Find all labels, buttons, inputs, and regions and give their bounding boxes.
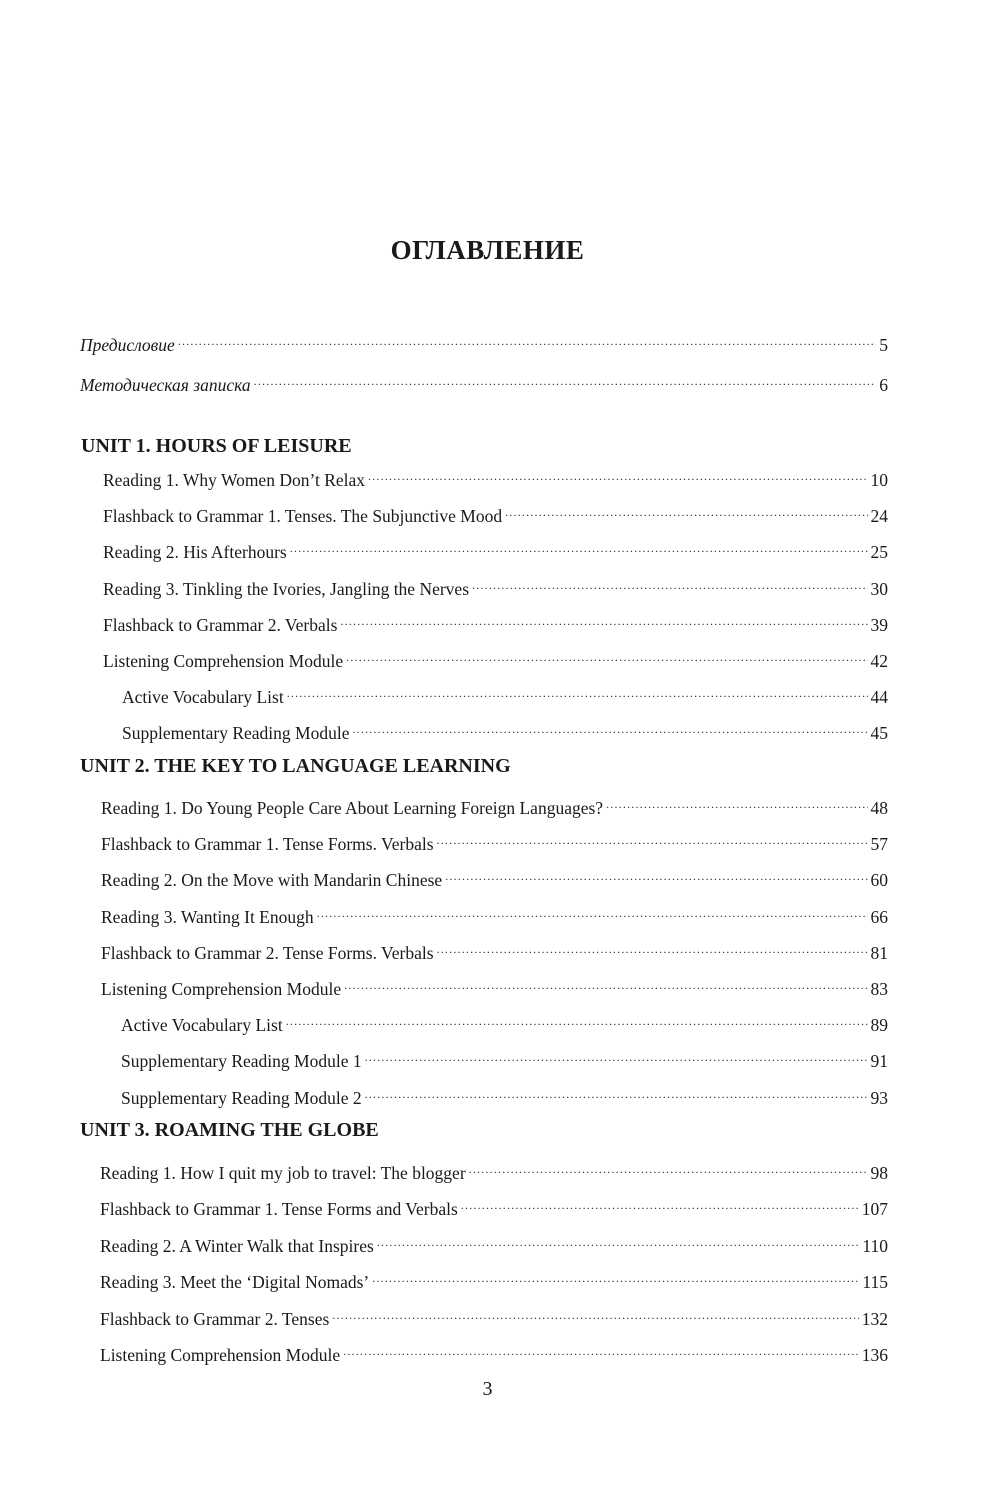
toc-entry-label: Методическая записка xyxy=(80,375,251,395)
dot-leader xyxy=(346,645,867,667)
toc-entry-label: Reading 2. A Winter Walk that Inspires xyxy=(100,1236,374,1256)
toc-entry-label: Reading 1. Do Young People Care About Learning Foreign Languages? xyxy=(101,798,604,818)
toc-entry[interactable] xyxy=(122,717,888,743)
dot-leader xyxy=(445,864,867,886)
toc-entry-page: 91 xyxy=(870,1051,888,1071)
toc-entry[interactable] xyxy=(101,864,888,890)
toc-entry[interactable] xyxy=(100,1303,888,1329)
toc-entry[interactable] xyxy=(122,681,888,707)
dot-leader xyxy=(332,1303,858,1325)
toc-entry-page: 93 xyxy=(870,1088,888,1108)
toc-entry-label: Flashback to Grammar 1. Tenses. The Subjunctive Mood xyxy=(103,506,503,526)
dot-leader xyxy=(372,1266,859,1288)
toc-entry-page: 45 xyxy=(870,723,888,743)
dot-leader xyxy=(377,1230,860,1252)
toc-entry-label: Flashback to Grammar 2. Verbals xyxy=(103,615,338,635)
toc-entry-page: 89 xyxy=(870,1015,888,1035)
toc-entry-page: 6 xyxy=(879,375,888,395)
toc-entry[interactable] xyxy=(103,536,888,562)
toc-entry-label: Listening Comprehension Module xyxy=(103,651,344,671)
dot-leader xyxy=(606,792,867,814)
toc-entry-page: 132 xyxy=(861,1309,888,1329)
toc-entry-label: Flashback to Grammar 1. Tense Forms. Verbals xyxy=(101,834,434,854)
dot-leader xyxy=(437,828,868,850)
dot-leader xyxy=(365,1045,868,1067)
toc-entry[interactable] xyxy=(103,500,888,526)
toc-entry-label: Reading 2. His Afterhours xyxy=(103,542,287,562)
toc-entry-page: 107 xyxy=(861,1199,888,1219)
dot-leader xyxy=(317,901,868,923)
toc-entry-methodical-note[interactable] xyxy=(80,369,888,395)
toc-entry-label: Reading 3. Wanting It Enough xyxy=(101,907,314,927)
toc-entry-page: 5 xyxy=(879,335,888,355)
toc-entry-page: 10 xyxy=(870,470,888,490)
toc-entry[interactable] xyxy=(100,1266,888,1292)
toc-entry-label: Reading 3. Tinkling the Ivories, Jangling the Nerves xyxy=(103,579,470,599)
toc-entry-page: 44 xyxy=(870,687,888,707)
dot-leader xyxy=(343,1339,859,1361)
dot-leader xyxy=(365,1082,868,1104)
dot-leader xyxy=(352,717,867,739)
toc-entry-label: Reading 2. On the Move with Mandarin Chinese xyxy=(101,870,443,890)
dot-leader xyxy=(505,500,867,522)
toc-entry-page: 24 xyxy=(870,506,888,526)
toc-entry-label: Reading 1. How I quit my job to travel: The blogger xyxy=(100,1163,466,1183)
toc-entry-page: 39 xyxy=(870,615,888,635)
dot-leader xyxy=(469,1157,868,1179)
toc-entry-label: Active Vocabulary List xyxy=(122,687,284,707)
toc-entry-label: Supplementary Reading Module 1 xyxy=(121,1051,362,1071)
unit-heading[interactable]: UNIT 2. THE KEY TO LANGUAGE LEARNING xyxy=(80,755,511,777)
toc-entry-page: 48 xyxy=(870,798,888,818)
unit-heading[interactable]: UNIT 3. ROAMING THE GLOBE xyxy=(80,1119,379,1141)
dot-leader xyxy=(286,1009,868,1031)
toc-entry[interactable] xyxy=(101,937,888,963)
dot-leader xyxy=(290,536,868,558)
toc-entry[interactable] xyxy=(100,1193,888,1219)
unit-heading[interactable]: UNIT 1. HOURS OF LEISURE xyxy=(81,435,352,457)
toc-entry-label: Listening Comprehension Module xyxy=(101,979,342,999)
toc-entry-label: Active Vocabulary List xyxy=(121,1015,283,1035)
toc-entry[interactable] xyxy=(103,573,888,599)
dot-leader xyxy=(461,1193,859,1215)
dot-leader xyxy=(472,573,867,595)
toc-entry-page: 30 xyxy=(870,579,888,599)
toc-entry-page: 81 xyxy=(870,943,888,963)
toc-entry[interactable] xyxy=(101,792,888,818)
toc-entry-page: 42 xyxy=(870,651,888,671)
toc-entry[interactable] xyxy=(101,901,888,927)
dot-leader xyxy=(178,329,876,351)
toc-entry-page: 110 xyxy=(862,1236,888,1256)
toc-entry-page: 25 xyxy=(870,542,888,562)
toc-entry-label: Supplementary Reading Module 2 xyxy=(121,1088,362,1108)
toc-entry-label: Предисловие xyxy=(80,335,175,355)
toc-entry-page: 57 xyxy=(870,834,888,854)
toc-entry-page: 98 xyxy=(870,1163,888,1183)
toc-entry[interactable] xyxy=(103,645,888,671)
toc-entry-label: Reading 1. Why Women Don’t Relax xyxy=(103,470,366,490)
dot-leader xyxy=(344,973,867,995)
toc-entry-label: Reading 3. Meet the ‘Digital Nomads’ xyxy=(100,1272,370,1292)
toc-entry[interactable] xyxy=(121,1082,888,1108)
dot-leader xyxy=(437,937,868,959)
toc-entry[interactable] xyxy=(100,1230,888,1256)
toc-entry[interactable] xyxy=(103,609,888,635)
toc-entry[interactable] xyxy=(121,1045,888,1071)
page-title: ОГЛАВЛЕНИЕ xyxy=(390,235,585,265)
toc-entry[interactable] xyxy=(101,973,888,999)
dot-leader xyxy=(368,464,867,486)
toc-entry[interactable] xyxy=(101,828,888,854)
toc-entry[interactable] xyxy=(100,1157,888,1183)
toc-entry[interactable] xyxy=(121,1009,888,1035)
toc-entry-page: 136 xyxy=(861,1345,888,1365)
toc-entry-preface[interactable] xyxy=(80,329,888,355)
dot-leader xyxy=(254,369,877,391)
toc-entry-page: 66 xyxy=(870,907,888,927)
page-number: 3 xyxy=(482,1378,493,1400)
toc-entry-page: 115 xyxy=(862,1272,888,1292)
toc-entry-page: 83 xyxy=(870,979,888,999)
toc-entry-label: Supplementary Reading Module xyxy=(122,723,350,743)
dot-leader xyxy=(287,681,868,703)
toc-entry-label: Flashback to Grammar 1. Tense Forms and Verbals xyxy=(100,1199,458,1219)
toc-entry-label: Flashback to Grammar 2. Tense Forms. Verbals xyxy=(101,943,434,963)
toc-entry-page: 60 xyxy=(870,870,888,890)
toc-entry-label: Flashback to Grammar 2. Tenses xyxy=(100,1309,330,1329)
toc-entry[interactable] xyxy=(100,1339,888,1365)
toc-entry[interactable] xyxy=(103,464,888,490)
dot-leader xyxy=(340,609,867,631)
toc-entry-label: Listening Comprehension Module xyxy=(100,1345,341,1365)
